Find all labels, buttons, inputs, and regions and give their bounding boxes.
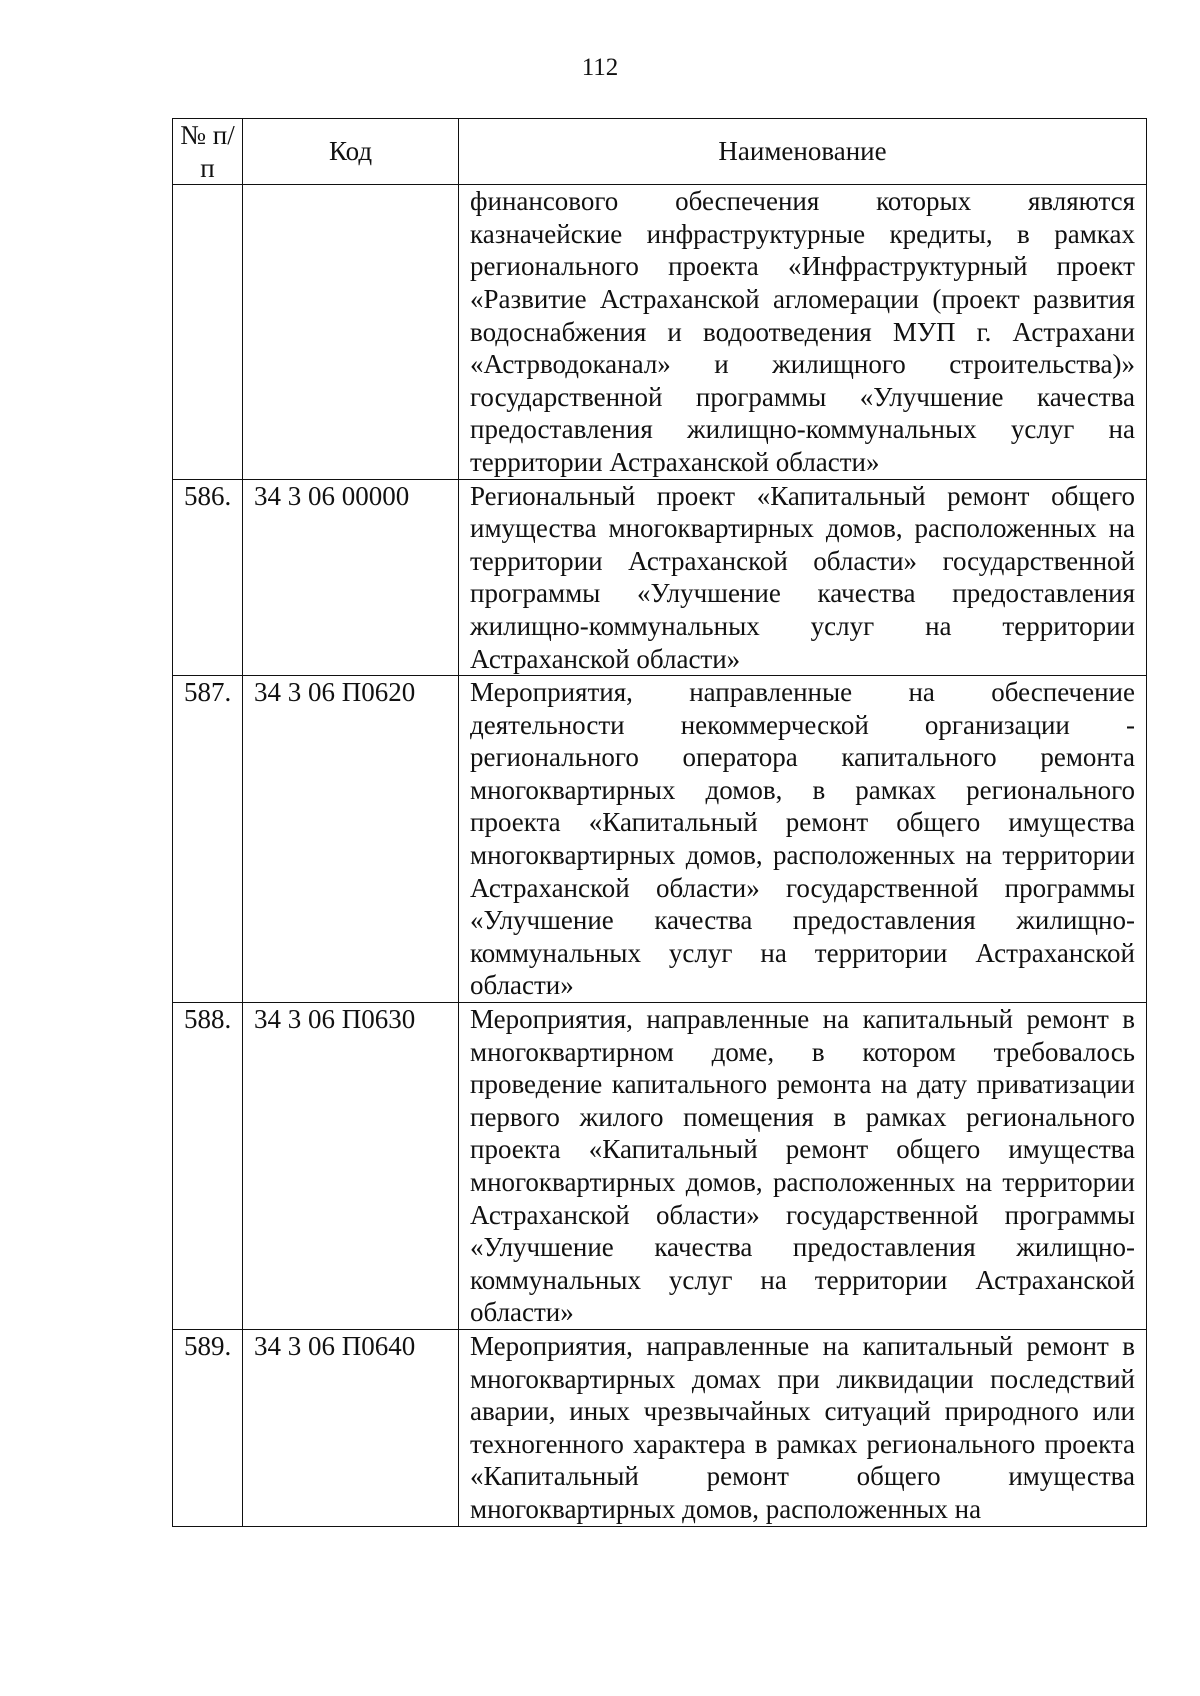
table-row <box>173 185 1147 479</box>
row-code <box>243 185 459 479</box>
row-name: Мероприятия, направленные на капитальный ремонт в многоквартирном доме, в котором требовалось проведение капитального ремонта на дату приватизации первого жилого помещения в рамках регионального проекта «Капитальный ремонт общего имущества многоквартирных домов, расположенных на территории Астраханской области» государственной программы «Улучшение качества предоставления жилищно-коммунальных услуг на территории Астраханской области» <box>459 1003 1147 1330</box>
row-name: Мероприятия, направленные на капитальный ремонт в многоквартирных домах при ликвидации последствий аварии, иных чрезвычайных ситуаций природного или техногенного характера в рамках регионального проекта «Капитальный ремонт общего имущества многоквартирных домов, расположенных на <box>459 1329 1147 1526</box>
row-num: 587. <box>173 676 243 1003</box>
row-num: 586. <box>173 479 243 676</box>
row-code: 34 3 06 00000 <box>243 479 459 676</box>
table-row <box>173 1003 1147 1330</box>
row-name: Мероприятия, направленные на обеспечение деятельности некоммерческой организации - регионального оператора капитального ремонта многоквартирных домов, в рамках регионального проекта «Капитальный ремонт общего имущества многоквартирных домов, расположенных на территории Астраханской области» государственной программы «Улучшение качества предоставления жилищно-коммунальных услуг на территории Астраханской области» <box>459 676 1147 1003</box>
header-code: Код <box>243 119 459 185</box>
row-code: 34 3 06 П0620 <box>243 676 459 1003</box>
row-name: финансового обеспечения которых являются казначейские инфраструктурные кредиты, в рамках регионального проекта «Инфраструктурный проект «Развитие Астраханской агломерации (проект развития водоснабжения и водоотведения МУП г. Астрахани «Астрводоканал» и жилищного строительства)» государственной программы «Улучшение качества предоставления жилищно-коммунальных услуг на территории Астраханской области» <box>459 185 1147 479</box>
table-header-row <box>173 119 1147 185</box>
header-name: Наименование <box>459 119 1147 185</box>
row-num: 588. <box>173 1003 243 1330</box>
row-num: 589. <box>173 1329 243 1526</box>
header-num: № п/п <box>173 119 243 185</box>
page-number: 112 <box>581 54 619 81</box>
row-num <box>173 185 243 479</box>
table-row <box>173 479 1147 676</box>
row-name: Региональный проект «Капитальный ремонт общего имущества многоквартирных домов, расположенных на территории Астраханской области» государственной программы «Улучшение качества предоставления жилищно-коммунальных услуг на территории Астраханской области» <box>459 479 1147 676</box>
classification-table <box>172 118 1147 1527</box>
table-row <box>173 1329 1147 1526</box>
row-code: 34 3 06 П0630 <box>243 1003 459 1330</box>
table-row <box>173 676 1147 1003</box>
row-code: 34 3 06 П0640 <box>243 1329 459 1526</box>
